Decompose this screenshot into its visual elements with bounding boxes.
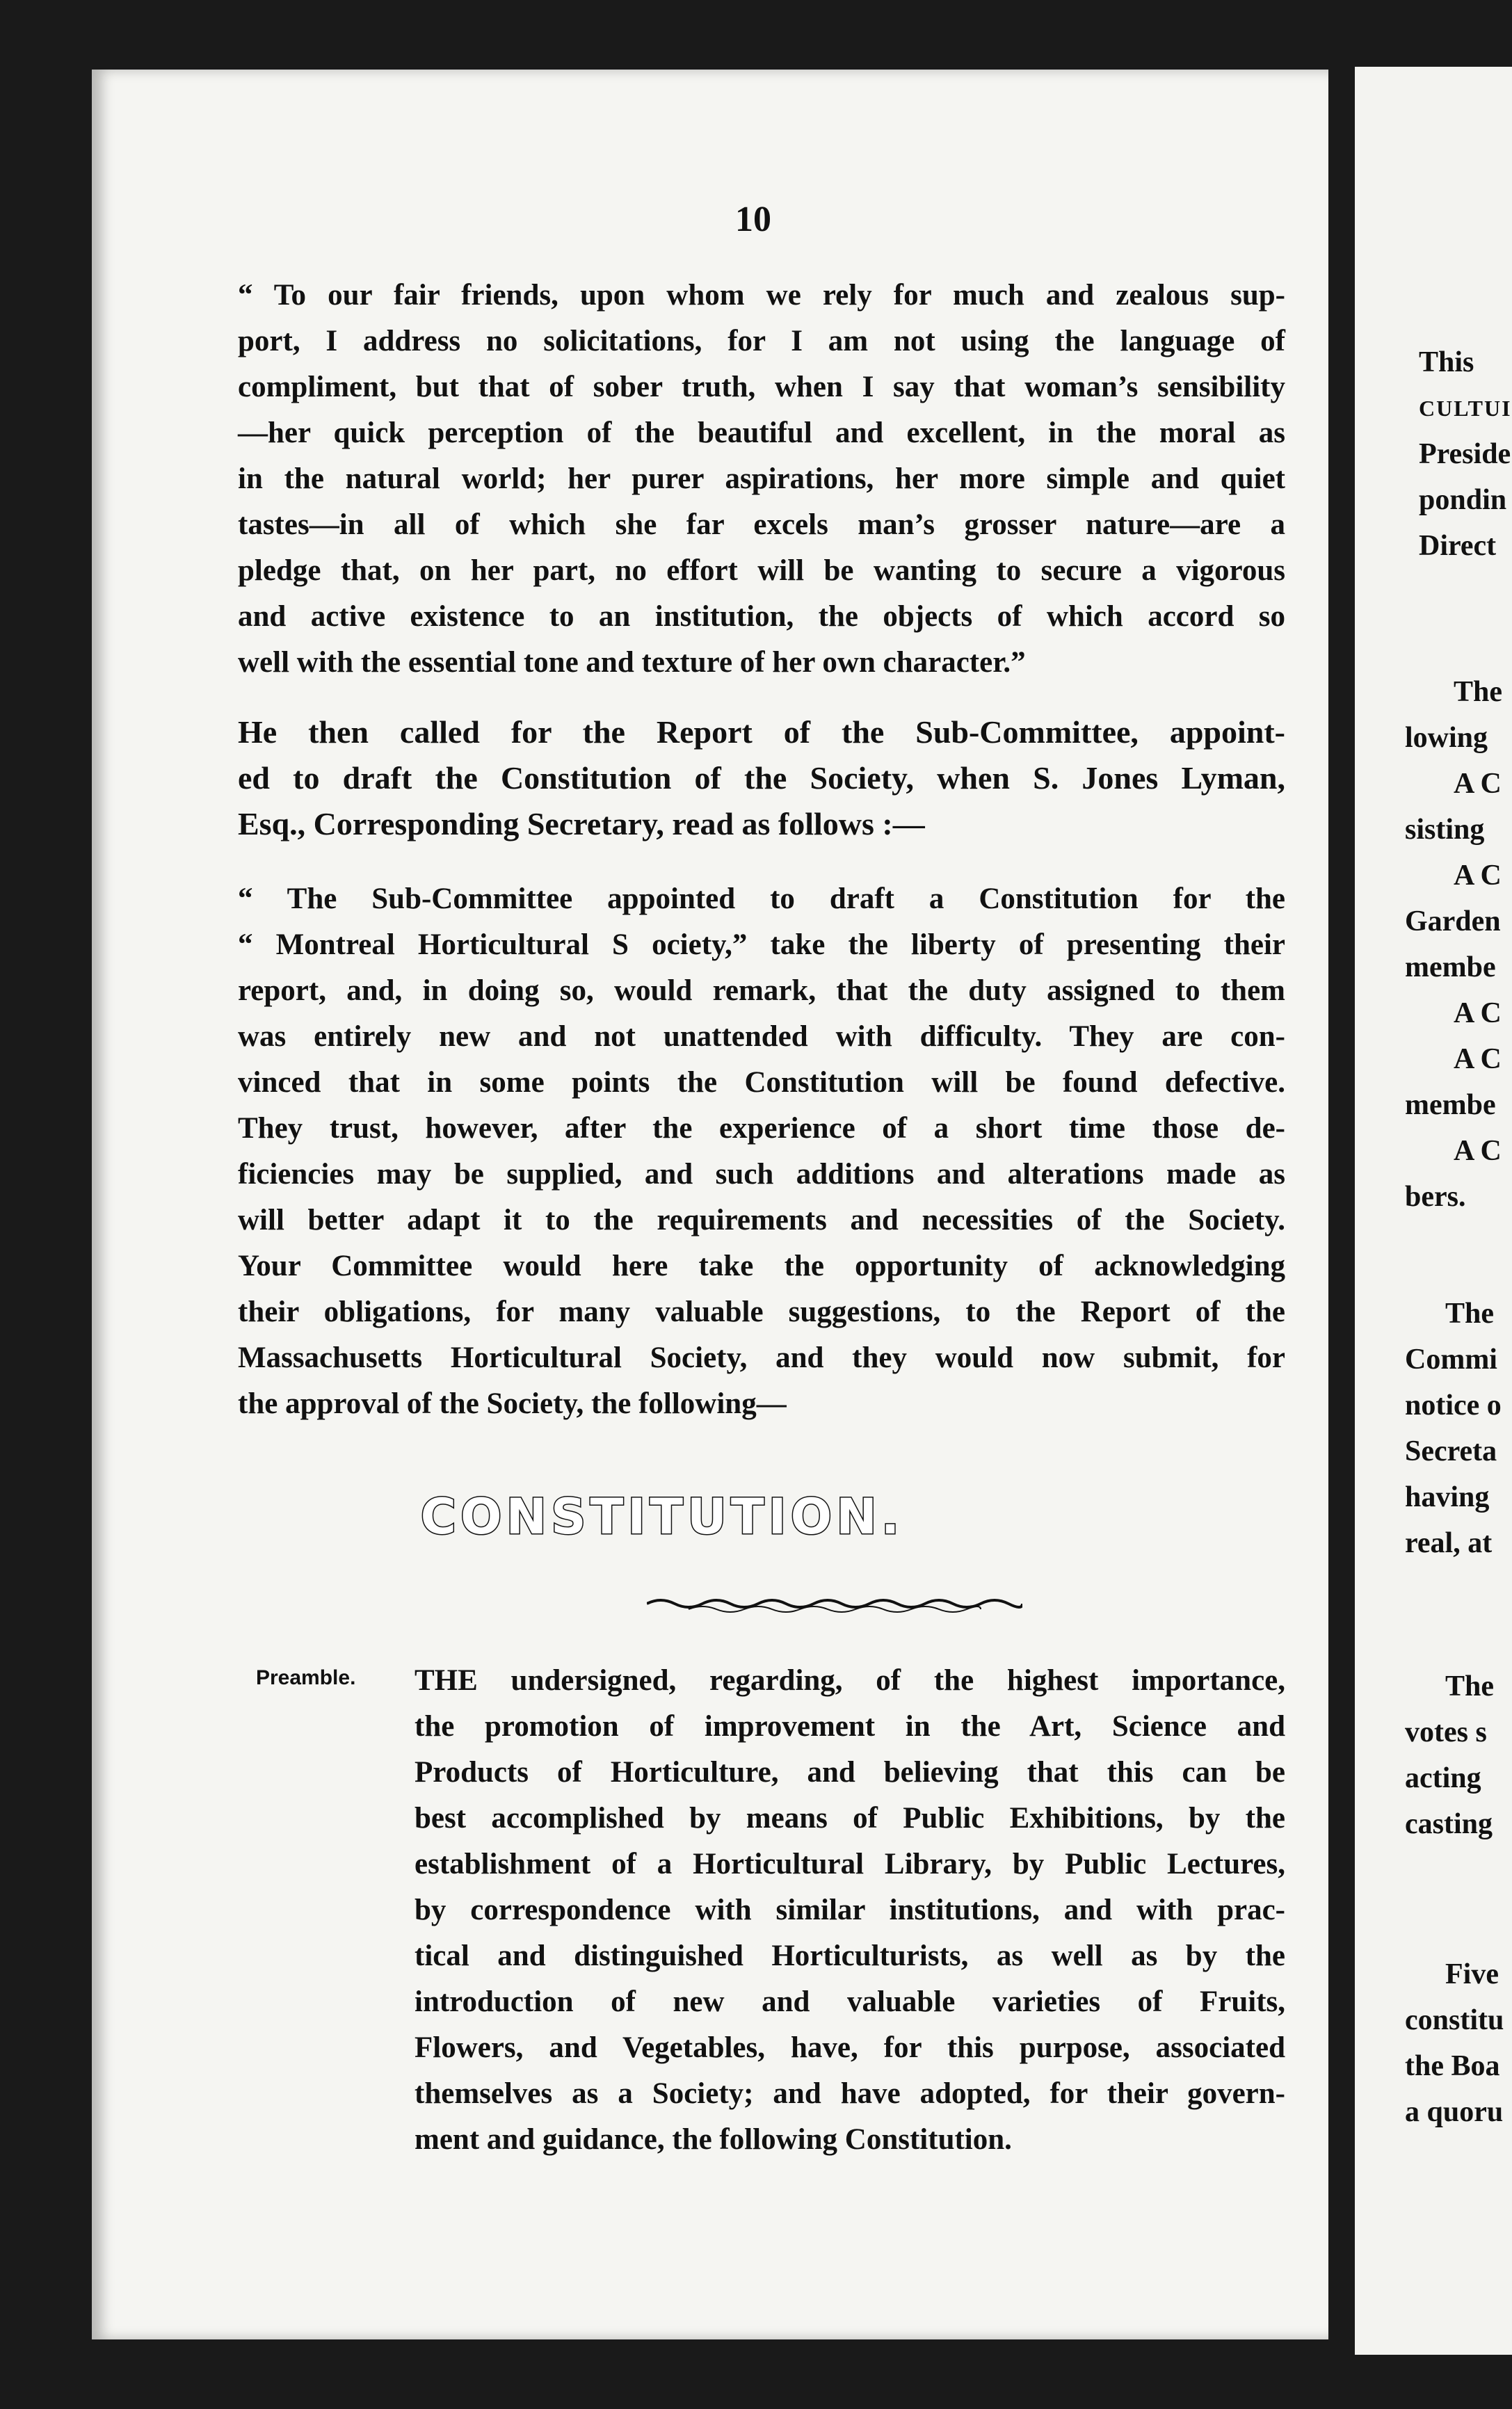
fragment-line: membe (1405, 951, 1496, 983)
text-line: well with the essential tone and texture of her own character.” (238, 646, 1026, 679)
text-line: and active existence to an institution, the objects of which accord so (238, 600, 1285, 633)
text-line: the approval of the Society, the following— (238, 1387, 787, 1420)
text-line: Your Committee would here take the opportunity of acknowledging (238, 1250, 1285, 1282)
text-line: Flowers, and Vegetables, have, for this purpose, associated (415, 2031, 1285, 2064)
fragment-line: Commi (1405, 1344, 1497, 1376)
fragment-line: CULTUI (1419, 396, 1512, 421)
preamble-paragraph (415, 1658, 1285, 2163)
fragment-line: the Boa (1405, 2050, 1500, 2082)
right-fragment-group-5 (1405, 1951, 1504, 2135)
right-fragment-group-4 (1405, 1663, 1494, 1847)
fragment-line: bers. (1405, 1181, 1466, 1213)
fragment-line: constitu (1405, 2004, 1504, 2036)
text-line: in the natural world; her purer aspirations, her more simple and quiet (238, 462, 1285, 495)
text-line: pledge that, on her part, no effort will be wanting to secure a vigorous (238, 554, 1285, 587)
quote-paragraph (238, 273, 1285, 686)
right-fragment-group-1 (1419, 339, 1512, 569)
text-line: themselves as a Society; and have adopted, for their govern- (415, 2077, 1285, 2110)
fragment-line: real, at (1405, 1527, 1493, 1559)
text-line: tastes—in all of which she far excels man’s grosser nature—are a (238, 508, 1285, 541)
text-line: by correspondence with similar institutions, and with prac- (415, 1894, 1285, 1926)
fragment-line: Preside (1419, 438, 1511, 470)
fragment-line: A C (1454, 997, 1502, 1029)
report-paragraph (238, 709, 1285, 847)
text-line: ed to draft the Constitution of the Society, when S. Jones Lyman, (238, 760, 1285, 796)
fragment-line: acting (1405, 1762, 1481, 1794)
text-line: vinced that in some points the Constitution will be found defective. (238, 1066, 1285, 1099)
text-line: their obligations, for many valuable suggestions, to the Report of the (238, 1296, 1285, 1328)
text-line: “ Montreal Horticultural S ociety,” take the liberty of presenting their (238, 928, 1285, 961)
text-line: port, I address no solicitations, for I am not using the language of (238, 325, 1285, 357)
fragment-line: Secreta (1405, 1435, 1497, 1467)
fragment-line: A C (1454, 1043, 1502, 1075)
text-line: ficiencies may be supplied, and such additions and alterations made as (238, 1158, 1285, 1191)
constitution-heading: CONSTITUTION. (420, 1488, 904, 1545)
fragment-line: A C (1454, 860, 1502, 892)
text-line: was entirely new and not unattended with difficulty. They are con- (238, 1020, 1285, 1053)
text-line: report, and, in doing so, would remark, that the duty assigned to them (238, 974, 1285, 1007)
text-line: He then called for the Report of the Sub-Committee, appoint- (238, 714, 1285, 750)
section-heading (0, 1488, 1512, 1545)
fragment-line: Garden (1405, 905, 1501, 937)
fragment-line: A C (1454, 1135, 1502, 1167)
text-line: Products of Horticulture, and believing that this can be (415, 1756, 1285, 1789)
right-fragment-group-3 (1405, 1291, 1502, 1566)
right-fragment-group-2 (1405, 669, 1502, 1220)
text-line: ment and guidance, the following Constitution. (415, 2123, 1012, 2156)
preamble-label: Preamble. (256, 1666, 356, 1689)
fragment-line: Five (1445, 1958, 1499, 1990)
text-line: THE undersigned, regarding, of the highest importance, (415, 1664, 1285, 1697)
ornament-divider (647, 1590, 1022, 1618)
fragment-line: notice o (1405, 1389, 1502, 1421)
text-line: will better adapt it to the requirements and necessities of the Society. (238, 1204, 1285, 1236)
page-number: 10 (735, 200, 771, 239)
fragment-line: The (1445, 1670, 1495, 1702)
fragment-line: lowing (1405, 722, 1488, 754)
fragment-line: sisting (1405, 814, 1485, 846)
text-line: Massachusetts Horticultural Society, and they would now submit, for (238, 1342, 1285, 1374)
text-line: establishment of a Horticultural Library, by Public Lectures, (415, 1848, 1285, 1880)
text-line: They trust, however, after the experience of a short time those de- (238, 1112, 1285, 1145)
text-line: best accomplished by means of Public Exhibitions, by the (415, 1802, 1285, 1835)
text-line: introduction of new and valuable varieties of Fruits, (415, 1985, 1285, 2018)
text-line: the promotion of improvement in the Art, Science and (415, 1710, 1285, 1743)
text-line: compliment, but that of sober truth, when I say that woman’s sensibility (238, 371, 1285, 403)
fragment-line: Direct (1419, 530, 1497, 562)
text-line: —her quick perception of the beautiful and excellent, in the moral as (238, 417, 1285, 449)
fragment-line: a quoru (1405, 2096, 1504, 2128)
committee-paragraph (238, 876, 1285, 1427)
text-line: “ To our fair friends, upon whom we rely for much and zealous sup- (238, 279, 1285, 312)
fragment-line: A C (1454, 768, 1502, 800)
fragment-line: casting (1405, 1808, 1493, 1840)
text-line: “ The Sub-Committee appointed to draft a Constitution for the (238, 883, 1285, 915)
fragment-line: The (1445, 1298, 1495, 1330)
fragment-line: The (1454, 676, 1503, 708)
text-line: tical and distinguished Horticulturists, as well as by the (415, 1940, 1285, 1972)
fragment-line: membe (1405, 1089, 1496, 1121)
fragment-line: This (1419, 346, 1474, 378)
fragment-line: having (1405, 1481, 1490, 1513)
fragment-line: votes s (1405, 1716, 1487, 1748)
fragment-line: pondin (1419, 484, 1507, 516)
text-line: Esq., Corresponding Secretary, read as follows :— (238, 806, 925, 841)
